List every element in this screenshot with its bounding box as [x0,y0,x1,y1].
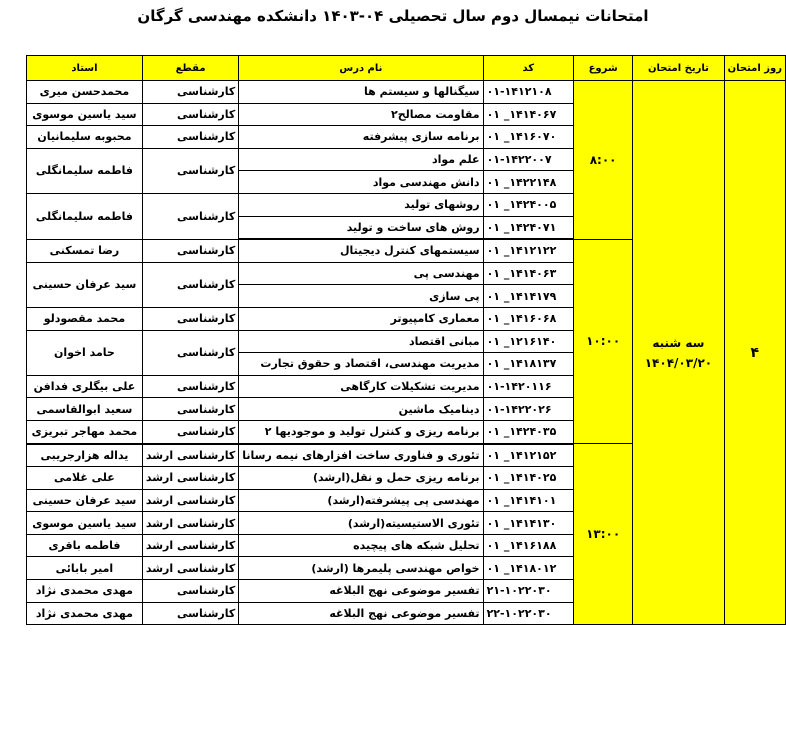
course-section: کارشناسی [142,148,238,193]
header-date: تاریخ امتحان [633,56,724,81]
course-code: ۰۱ _۱۴۲۲۱۴۸ [483,171,573,194]
course-instructor: سید یاسین موسوی [27,512,143,535]
course-code: ۰۱ _۱۴۱۴۰۲۵ [483,467,573,490]
course-code: ۰۱ _۱۴۱۴۱۷۹ [483,285,573,308]
exam-date: ۱۴۰۴/۰۳/۲۰ [644,355,713,370]
course-name: سیستمهای کنترل دیجیتال [239,239,483,262]
course-instructor: محبوبه سلیمانیان [27,126,143,149]
course-name: تفسیر موضوعی نهج البلاغه [239,602,483,625]
course-code: ۰۱ _۱۲۱۶۱۴۰ [483,330,573,353]
start-time-cell: ۱۰:۰۰ [574,239,633,443]
course-instructor: فاطمه سلیمانگلی [27,193,143,239]
course-code: ۲۱-۱۰۲۲۰۳۰ [483,580,573,603]
course-name: دانش مهندسی مواد [239,171,483,194]
course-code: ۰۱ _۱۴۱۶۰۶۸ [483,307,573,330]
course-section: کارشناسی [142,103,238,126]
exam-date-cell [633,81,724,625]
course-code: ۰۱ _۱۴۱۸۱۳۷ [483,353,573,376]
course-code: ۰۱ _۱۴۲۴۰۰۵ [483,193,573,216]
course-code: ۰۱-۱۴۲۲۰۲۶ [483,398,573,421]
course-instructor: علی بیگلری فدافن [27,375,143,398]
course-code: ۰۱-۱۴۲۲۰۰۷ [483,148,573,171]
course-instructor: حامد اخوان [27,330,143,375]
course-section: کارشناسی [142,307,238,330]
header-start: شروع [574,56,633,81]
course-code: ۰۱ _۱۴۱۸۰۱۲ [483,557,573,580]
course-code: ۰۱ _۱۴۱۴۱۳۰ [483,512,573,535]
course-section: کارشناسی [142,602,238,625]
course-instructor: علی غلامی [27,467,143,490]
course-instructor: فاطمه سلیمانگلی [27,148,143,193]
course-code: ۰۱ _۱۴۱۴۱۰۱ [483,489,573,512]
course-section: کارشناسی ارشد [142,489,238,512]
course-name: علم مواد [239,148,483,171]
course-name: مهندسی پی پیشرفته(ارشد) [239,489,483,512]
course-instructor: رضا تمسکنی [27,239,143,262]
course-code: ۰۱ _۱۴۲۴۰۳۵ [483,420,573,443]
course-section: کارشناسی [142,193,238,239]
course-name: تحلیل شبکه های پیچیده [239,534,483,557]
course-name: برنامه سازی پیشرفته [239,126,483,149]
exam-schedule-table [26,55,786,625]
page-title: امتحانات نیمسال دوم سال تحصیلی ۰۴-۱۴۰۳ دانشکده مهندسی گرگان [137,7,649,25]
course-instructor: محمد مقصودلو [27,307,143,330]
course-instructor: سید یاسین موسوی [27,103,143,126]
course-instructor: سید عرفان حسینی [27,262,143,307]
course-name: برنامه ریزی حمل و نقل(ارشد) [239,467,483,490]
course-name: دینامیک ماشین [239,398,483,421]
course-name: مهندسی پی [239,262,483,285]
course-name: روشهای تولید [239,193,483,216]
course-instructor: مهدی محمدی نژاد [27,602,143,625]
course-name: تئوری و فناوری ساخت افزارهای نیمه رسانا [239,444,483,467]
course-code: ۲۲-۱۰۲۲۰۳۰ [483,602,573,625]
table-row [27,81,786,104]
course-section: کارشناسی [142,398,238,421]
course-instructor: سعید ابوالقاسمی [27,398,143,421]
course-instructor: محمدحسن میری [27,81,143,104]
course-section: کارشناسی ارشد [142,557,238,580]
course-code: ۰۱ _۱۴۱۶۰۷۰ [483,126,573,149]
course-code: ۰۱ _۱۴۱۲۱۵۲ [483,444,573,467]
exam-weekday: سه شنبه [652,335,705,350]
course-name: مقاومت مصالح۲ [239,103,483,126]
start-time-cell: ۸:۰۰ [574,81,633,240]
header-instructor: استاد [27,56,143,81]
course-section: کارشناسی ارشد [142,467,238,490]
course-name: پی سازی [239,285,483,308]
course-section: کارشناسی [142,580,238,603]
header-code: کد [483,56,573,81]
course-section: کارشناسی [142,375,238,398]
course-section: کارشناسی ارشد [142,444,238,467]
course-code: ۰۱ _۱۴۱۴۰۶۷ [483,103,573,126]
course-name: مدیریت مهندسی، اقتصاد و حقوق تجارت [239,353,483,376]
course-code: ۰۱ _۱۴۱۴۰۶۳ [483,262,573,285]
course-name: مدیریت تشکیلات کارگاهی [239,375,483,398]
course-instructor: محمد مهاجر تبریزی [27,420,143,443]
header-day: روز امتحان [724,56,785,81]
course-section: کارشناسی [142,81,238,104]
start-time-cell: ۱۳:۰۰ [574,444,633,625]
exam-day-cell: ۴ [724,81,785,625]
course-instructor: فاطمه باقری [27,534,143,557]
course-instructor: مهدی محمدی نژاد [27,580,143,603]
course-section: کارشناسی [142,239,238,262]
course-code: ۰۱ _۱۴۱۶۱۸۸ [483,534,573,557]
course-name: برنامه ریزی و کنترل تولید و موجودیها ۲ [239,420,483,443]
header-section: مقطع [142,56,238,81]
course-code: ۰۱ _۱۴۱۲۱۲۲ [483,239,573,262]
course-section: کارشناسی [142,262,238,307]
course-name: روش های ساخت و تولید [239,216,483,239]
course-code: ۰۱-۱۴۱۲۱۰۸ [483,81,573,104]
course-instructor: یداله هزارجریبی [27,444,143,467]
header-course: نام درس [239,56,483,81]
course-instructor: امیر بابائی [27,557,143,580]
course-section: کارشناسی [142,330,238,375]
course-code: ۰۱-۱۴۲۰۱۱۶ [483,375,573,398]
course-section: کارشناسی ارشد [142,512,238,535]
header-row [27,56,786,81]
course-section: کارشناسی [142,420,238,443]
course-name: تئوری الاستیسیته(ارشد) [239,512,483,535]
course-instructor: سید عرفان حسینی [27,489,143,512]
course-name: معماری کامپیوتر [239,307,483,330]
course-section: کارشناسی ارشد [142,534,238,557]
course-name: خواص مهندسی پلیمرها (ارشد) [239,557,483,580]
course-name: تفسیر موضوعی نهج البلاغه [239,580,483,603]
course-name: سیگنالها و سیستم ها [239,81,483,104]
course-section: کارشناسی [142,126,238,149]
course-name: مبانی اقتصاد [239,330,483,353]
course-code: ۰۱ _۱۴۲۴۰۷۱ [483,216,573,239]
